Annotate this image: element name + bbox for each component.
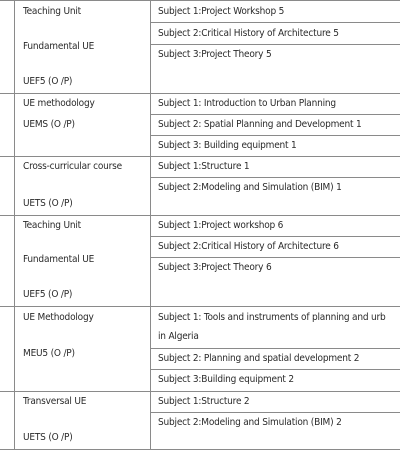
subject-divider xyxy=(150,257,400,258)
subject-cell: Subject 3:Building equipment 2 xyxy=(158,374,294,385)
left-border xyxy=(14,0,15,450)
subject-cell: Subject 1:Project Workshop 5 xyxy=(158,6,285,17)
subject-cell: Subject 2:Modeling and Simulation (BIM) 2 xyxy=(158,417,342,428)
unit-type: Teaching Unit xyxy=(23,220,81,231)
subject-cell: Subject 1: Tools and instruments of planning and urb xyxy=(158,312,386,323)
unit-code: UEF5 (O /P) xyxy=(23,289,73,300)
subject-cell: Subject 1:Structure 1 xyxy=(158,161,250,172)
subject-divider xyxy=(150,412,400,413)
unit-name: Fundamental UE xyxy=(23,41,95,52)
subject-cell: Subject 3:Project Theory 5 xyxy=(158,49,272,60)
column-divider xyxy=(150,0,151,450)
subject-cell-continued: in Algeria xyxy=(158,331,199,342)
subject-cell: Subject 1:Structure 2 xyxy=(158,396,250,407)
unit-name: Fundamental UE xyxy=(23,254,95,265)
row-border xyxy=(0,93,400,94)
unit-code: UETS (O /P) xyxy=(23,198,73,209)
subject-cell: Subject 3:Project Theory 6 xyxy=(158,262,272,273)
subject-divider xyxy=(150,369,400,370)
row-border xyxy=(0,391,400,392)
unit-code: UEF5 (O /P) xyxy=(23,76,73,87)
unit-code: UETS (O /P) xyxy=(23,432,73,443)
subject-cell: Subject 3: Building equipment 1 xyxy=(158,140,297,151)
row-border xyxy=(0,215,400,216)
subject-divider xyxy=(150,236,400,237)
subject-cell: Subject 2:Critical History of Architecture 6 xyxy=(158,241,339,252)
subject-divider xyxy=(150,135,400,136)
subject-cell: Subject 1:Project workshop 6 xyxy=(158,220,284,231)
subject-cell: Subject 1: Introduction to Urban Planning xyxy=(158,98,336,109)
subject-divider xyxy=(150,177,400,178)
row-border xyxy=(0,306,400,307)
subject-cell: Subject 2:Modeling and Simulation (BIM) 1 xyxy=(158,182,342,193)
unit-code: UEMS (O /P) xyxy=(23,119,75,130)
unit-code: MEU5 (O /P) xyxy=(23,348,75,359)
subject-divider xyxy=(150,22,400,23)
unit-type: Teaching Unit xyxy=(23,6,81,17)
unit-type: Transversal UE xyxy=(23,396,87,407)
row-border xyxy=(0,156,400,157)
unit-type: UE Methodology xyxy=(23,312,94,323)
subject-divider xyxy=(150,114,400,115)
subject-cell: Subject 2:Critical History of Architecture 5 xyxy=(158,28,339,39)
subject-cell: Subject 2: Planning and spatial development 2 xyxy=(158,353,360,364)
subject-divider xyxy=(150,348,400,349)
subject-cell: Subject 2: Spatial Planning and Development 1 xyxy=(158,119,362,130)
row-border xyxy=(0,0,400,1)
unit-type: Cross-curricular course xyxy=(23,161,122,172)
subject-divider xyxy=(150,44,400,45)
unit-type: UE methodology xyxy=(23,98,95,109)
